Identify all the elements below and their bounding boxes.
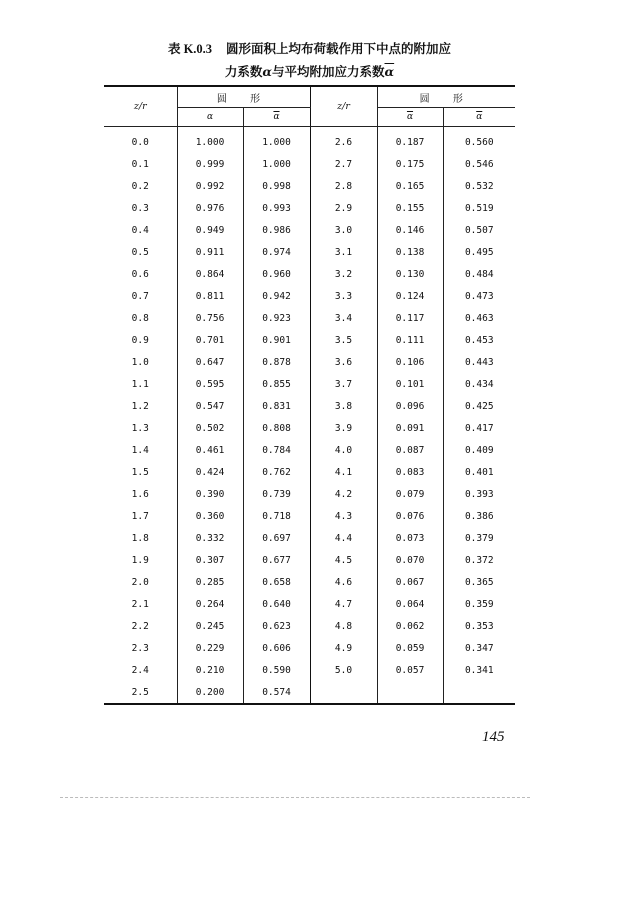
alpha-cell: 0.165 [377,175,443,197]
alpha-bar-cell: 0.986 [243,219,310,241]
zr-cell: 1.8 [131,532,149,544]
alpha-cell: 0.390 [177,483,243,505]
table-row [104,505,515,527]
alpha-cell: 0.210 [177,659,243,681]
alpha-bar-cell: 0.341 [443,659,515,681]
alpha-cell: 0.811 [177,285,243,307]
alpha-cell [377,681,443,704]
page-number: 145 [482,729,505,745]
alpha-bar-cell: 0.409 [443,439,515,461]
alpha-bar-cell: 0.359 [443,593,515,615]
alpha-bar-cell: 0.417 [443,417,515,439]
alpha-cell: 0.057 [377,659,443,681]
zr-cell: 4.8 [310,615,377,637]
alpha-cell: 0.096 [377,395,443,417]
header-alpha-bar-left: $\overline{\alpha}$ [243,108,310,127]
alpha-bar-cell: 0.401 [443,461,515,483]
zr-cell: 4.3 [310,505,377,527]
alpha-bar-cell: 0.739 [243,483,310,505]
header-group-left: 圆 形 [177,86,310,108]
alpha-cell: 0.076 [377,505,443,527]
alpha-cell: 0.062 [377,615,443,637]
table-row [104,153,515,175]
alpha-bar-cell: 0.434 [443,373,515,395]
alpha-bar-cell [443,681,515,704]
alpha-bar-cell: 0.784 [243,439,310,461]
alpha-bar-cell: 0.942 [243,285,310,307]
table-row [104,127,515,154]
zr-cell: 2.9 [310,197,377,219]
table-row [104,263,515,285]
zr-cell: 3.0 [310,219,377,241]
zr-cell: 2.6 [310,127,377,154]
table-title-text: 圆形面积上均布荷载作用下中点的附加应 [226,41,452,56]
zr-cell: 3.1 [310,241,377,263]
title-alpha: α [262,64,272,79]
alpha-cell: 0.264 [177,593,243,615]
alpha-bar-cell: 0.560 [443,127,515,154]
zr-cell: 3.9 [310,417,377,439]
alpha-bar-cell: 0.473 [443,285,515,307]
alpha-bar-cell: 0.960 [243,263,310,285]
alpha-cell: 0.332 [177,527,243,549]
alpha-bar-cell: 1.000 [243,127,310,154]
table-title-line2 [0,62,619,80]
zr-cell: 3.7 [310,373,377,395]
coefficient-table [104,85,515,705]
alpha-bar-cell: 1.000 [243,153,310,175]
alpha-bar-cell: 0.546 [443,153,515,175]
zr-cell: 3.2 [310,263,377,285]
alpha-bar-cell: 0.453 [443,329,515,351]
alpha-cell: 0.064 [377,593,443,615]
alpha-cell: 0.949 [177,219,243,241]
table-title-line1 [0,39,619,57]
alpha-bar-cell: 0.855 [243,373,310,395]
alpha-cell: 0.067 [377,571,443,593]
zr-cell: 1.5 [131,466,149,478]
alpha-bar-cell: 0.574 [243,681,310,704]
table-row [104,461,515,483]
table-row [104,439,515,461]
alpha-bar-cell: 0.697 [243,527,310,549]
alpha-cell: 0.756 [177,307,243,329]
alpha-cell: 0.502 [177,417,243,439]
alpha-bar-cell: 0.386 [443,505,515,527]
table-row [104,615,515,637]
alpha-bar-cell: 0.974 [243,241,310,263]
title-prefix: 力系数 [224,64,263,79]
alpha-bar-cell: 0.831 [243,395,310,417]
zr-cell: 0.1 [131,158,149,170]
zr-cell: 0.7 [131,290,149,302]
zr-cell: 0.0 [131,136,149,148]
zr-cell: 0.3 [131,202,149,214]
zr-cell: 1.3 [131,422,149,434]
table-row [104,197,515,219]
zr-cell: 2.1 [131,598,149,610]
zr-cell: 1.6 [131,488,149,500]
alpha-cell: 0.999 [177,153,243,175]
alpha-bar-cell: 0.901 [243,329,310,351]
alpha-bar-cell: 0.640 [243,593,310,615]
zr-cell: 4.7 [310,593,377,615]
zr-cell: 0.2 [131,180,149,192]
table-row [104,571,515,593]
zr-cell: 4.6 [310,571,377,593]
table-row [104,395,515,417]
header-zr-left: z/r [104,86,177,127]
alpha-bar-cell: 0.507 [443,219,515,241]
table-row [104,593,515,615]
table-row [104,307,515,329]
alpha-bar-cell: 0.495 [443,241,515,263]
alpha-bar-cell: 0.347 [443,637,515,659]
table-row [104,659,515,681]
header-group-right: 圆 形 [377,86,515,108]
table-row [104,483,515,505]
alpha-cell: 0.911 [177,241,243,263]
alpha-cell: 0.647 [177,351,243,373]
alpha-cell: 0.124 [377,285,443,307]
zr-cell: 1.9 [131,554,149,566]
zr-cell: 3.8 [310,395,377,417]
alpha-cell: 0.155 [377,197,443,219]
alpha-cell: 0.059 [377,637,443,659]
alpha-bar-cell: 0.425 [443,395,515,417]
header-zr-right: z/r [310,86,377,127]
zr-cell: 4.2 [310,483,377,505]
alpha-bar-cell: 0.393 [443,483,515,505]
alpha-cell: 0.229 [177,637,243,659]
alpha-bar-cell: 0.532 [443,175,515,197]
alpha-cell: 0.461 [177,439,243,461]
alpha-bar-cell: 0.590 [243,659,310,681]
table-row [104,351,515,373]
alpha-bar-cell: 0.677 [243,549,310,571]
alpha-bar-cell: 0.463 [443,307,515,329]
alpha-cell: 0.976 [177,197,243,219]
alpha-cell: 0.138 [377,241,443,263]
alpha-bar-cell: 0.718 [243,505,310,527]
alpha-bar-cell: 0.372 [443,549,515,571]
alpha-bar-cell: 0.923 [243,307,310,329]
zr-cell: 1.0 [131,356,149,368]
zr-cell [310,681,377,704]
alpha-bar-cell: 0.808 [243,417,310,439]
alpha-bar-cell: 0.353 [443,615,515,637]
alpha-bar-cell: 0.762 [243,461,310,483]
zr-cell: 3.6 [310,351,377,373]
alpha-cell: 0.070 [377,549,443,571]
zr-cell: 2.5 [131,686,149,698]
alpha-bar-cell: 0.878 [243,351,310,373]
alpha-cell: 0.360 [177,505,243,527]
alpha-bar-cell: 0.379 [443,527,515,549]
alpha-cell: 0.101 [377,373,443,395]
alpha-bar-cell: 0.365 [443,571,515,593]
alpha-bar-cell: 0.484 [443,263,515,285]
zr-cell: 1.4 [131,444,149,456]
alpha-cell: 1.000 [177,127,243,154]
alpha-cell: 0.424 [177,461,243,483]
table-row [104,241,515,263]
table-row [104,175,515,197]
alpha-cell: 0.111 [377,329,443,351]
alpha-cell: 0.285 [177,571,243,593]
header-alpha-right: $\overline{\alpha}$ [377,108,443,127]
alpha-cell: 0.864 [177,263,243,285]
table-body [104,127,515,705]
table-row [104,527,515,549]
table-row [104,329,515,351]
zr-cell: 4.4 [310,527,377,549]
title-alpha-bar: $\overline{\alpha}$ [384,64,395,79]
table-row [104,373,515,395]
alpha-bar-cell: 0.658 [243,571,310,593]
alpha-cell: 0.701 [177,329,243,351]
alpha-cell: 0.087 [377,439,443,461]
zr-cell: 5.0 [310,659,377,681]
header-alpha-bar-right: $\overline{\alpha}$ [443,108,515,127]
alpha-cell: 0.175 [377,153,443,175]
zr-cell: 2.2 [131,620,149,632]
zr-cell: 4.9 [310,637,377,659]
table-row [104,285,515,307]
alpha-cell: 0.200 [177,681,243,704]
zr-cell: 2.7 [310,153,377,175]
title-mid: 与平均附加应力系数 [272,64,385,79]
zr-cell: 2.3 [131,642,149,654]
zr-cell: 0.5 [131,246,149,258]
zr-cell: 0.9 [131,334,149,346]
zr-cell: 3.3 [310,285,377,307]
alpha-cell: 0.187 [377,127,443,154]
zr-cell: 2.0 [131,576,149,588]
alpha-bar-cell: 0.993 [243,197,310,219]
table-row [104,637,515,659]
alpha-cell: 0.992 [177,175,243,197]
table-row [104,417,515,439]
table-row [104,549,515,571]
zr-cell: 2.4 [131,664,149,676]
header-alpha-left: α [177,108,243,127]
alpha-cell: 0.079 [377,483,443,505]
alpha-cell: 0.595 [177,373,243,395]
zr-cell: 0.8 [131,312,149,324]
alpha-bar-cell: 0.443 [443,351,515,373]
alpha-cell: 0.146 [377,219,443,241]
alpha-cell: 0.245 [177,615,243,637]
alpha-cell: 0.091 [377,417,443,439]
zr-cell: 0.6 [131,268,149,280]
alpha-cell: 0.117 [377,307,443,329]
alpha-cell: 0.547 [177,395,243,417]
zr-cell: 4.1 [310,461,377,483]
zr-cell: 4.5 [310,549,377,571]
zr-cell: 4.0 [310,439,377,461]
alpha-bar-cell: 0.998 [243,175,310,197]
zr-cell: 1.2 [131,400,149,412]
scan-artifact-line [60,797,530,798]
zr-cell: 0.4 [131,224,149,236]
table-row [104,219,515,241]
alpha-bar-cell: 0.623 [243,615,310,637]
alpha-bar-cell: 0.606 [243,637,310,659]
zr-cell: 3.4 [310,307,377,329]
zr-cell: 1.7 [131,510,149,522]
zr-cell: 1.1 [131,378,149,390]
alpha-cell: 0.130 [377,263,443,285]
alpha-cell: 0.106 [377,351,443,373]
table-number: 表 K.0.3 [167,42,213,56]
table-row [104,681,515,704]
alpha-cell: 0.083 [377,461,443,483]
zr-cell: 2.8 [310,175,377,197]
zr-cell: 3.5 [310,329,377,351]
alpha-bar-cell: 0.519 [443,197,515,219]
alpha-cell: 0.073 [377,527,443,549]
alpha-cell: 0.307 [177,549,243,571]
